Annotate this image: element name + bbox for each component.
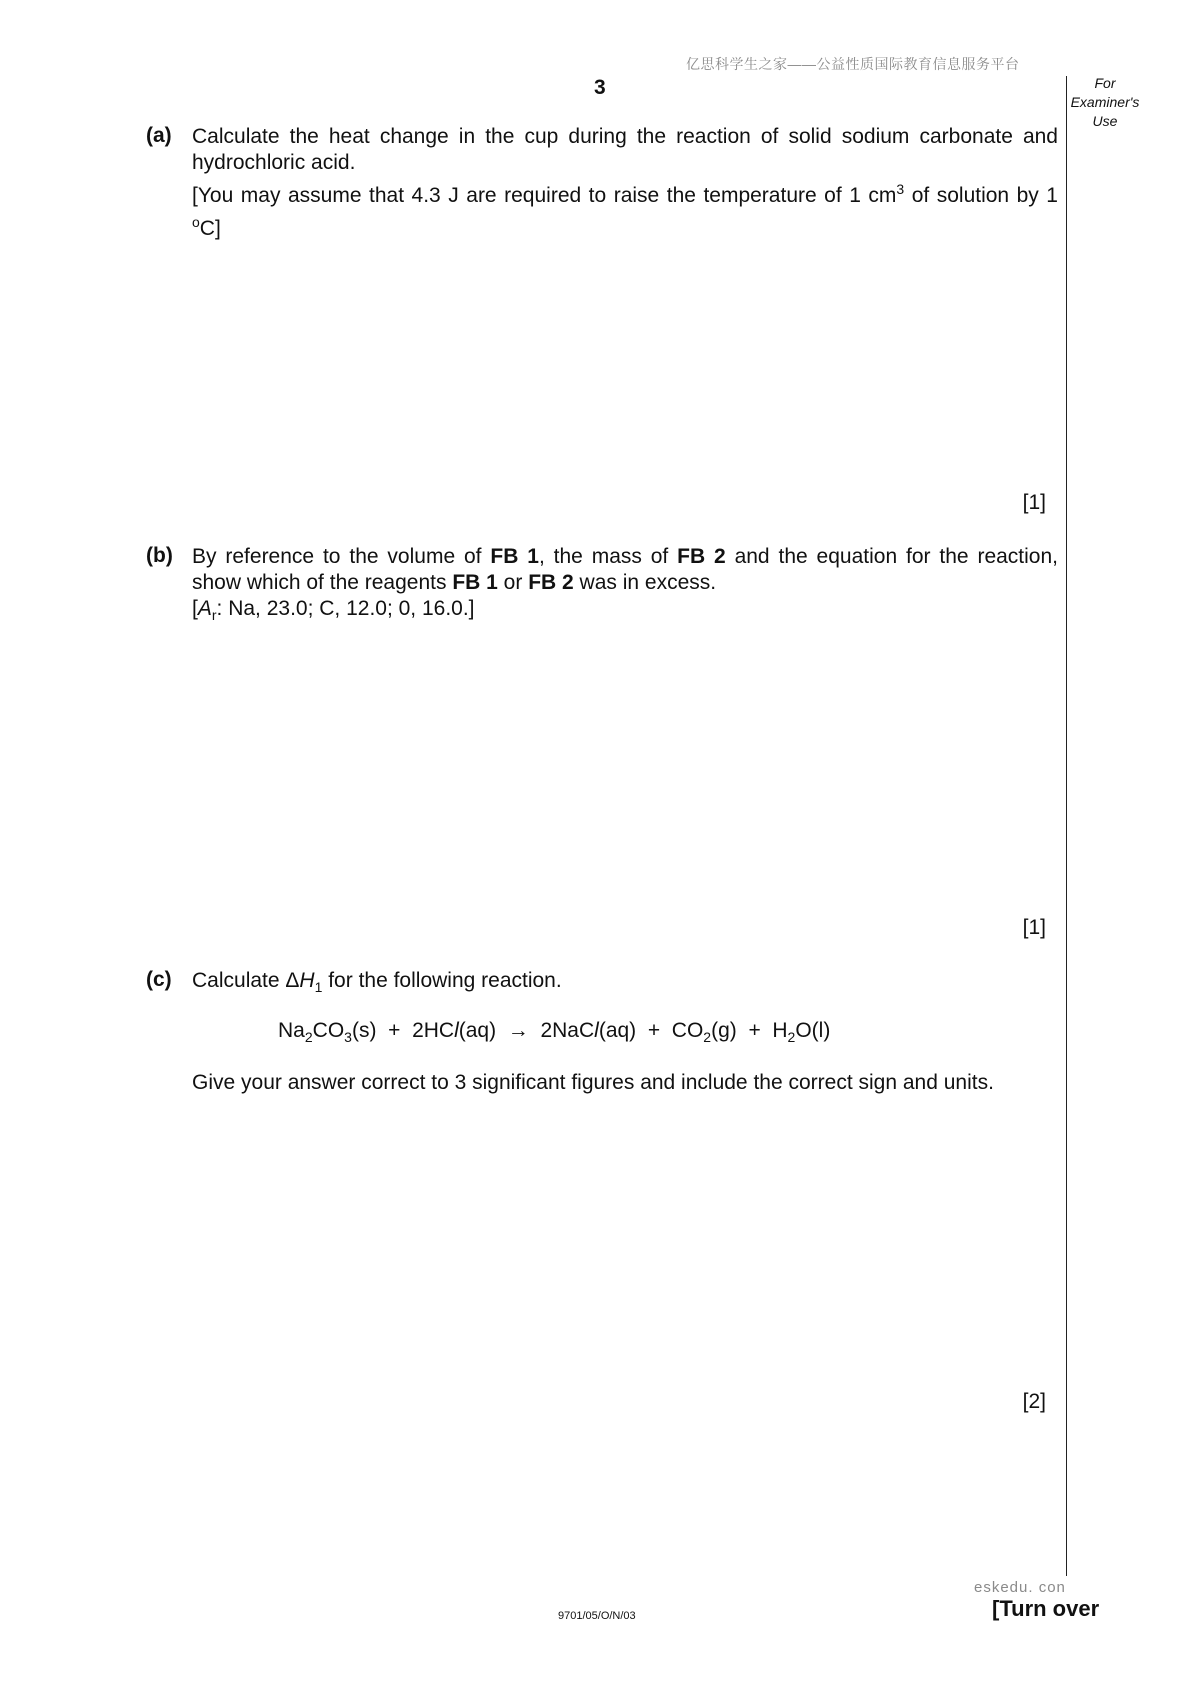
question-a-line2-mid: of solution by 1: [904, 184, 1058, 207]
eq-sub: 2: [703, 1029, 712, 1046]
question-a-line2-prefix: [You may assume that 4.3 J are required to raise the temperature of 1 cm: [192, 184, 897, 207]
question-c-instruction: Give your answer correct to 3 significant figures and include the correct sign and units.: [192, 1071, 994, 1094]
eq-plus: +: [748, 1019, 761, 1042]
eq-part: (aq): [458, 1019, 497, 1042]
eq-part: (aq): [598, 1019, 637, 1042]
question-a-line2: [192, 176, 1058, 242]
watermark-text: 亿思科学生之家——公益性质国际教育信息服务平台: [686, 56, 1020, 72]
eq-part: l: [454, 1019, 459, 1042]
delta-symbol: Δ: [285, 969, 300, 992]
examiner-margin-line: [1066, 76, 1067, 1576]
paper-code: 9701/05/O/N/03: [558, 1610, 636, 1622]
examiner-use-line: Examiner's: [1070, 94, 1140, 110]
eq-part: Na: [278, 1019, 305, 1042]
ar-symbol: A: [197, 597, 212, 620]
bracket: [: [192, 597, 198, 620]
degree-symbol: o: [192, 214, 200, 230]
eq-part: 2HC: [412, 1019, 455, 1042]
text-span: Calculate: [192, 969, 286, 992]
reagent-fb1: FB 1: [490, 545, 539, 568]
page-number: 3: [594, 76, 606, 99]
turn-over-label: [Turn over: [992, 1596, 1100, 1621]
eq-part: CO: [312, 1019, 345, 1042]
ar-subscript: r: [211, 607, 217, 624]
examiner-use-label: [1060, 74, 1150, 131]
question-a-line1: Calculate the heat change in the cup during the reaction of solid sodium carbonate and hydrochloric acid.: [192, 125, 1058, 174]
examiner-use-line: For: [1094, 75, 1116, 91]
eq-part: 2NaC: [540, 1019, 595, 1042]
site-watermark: eskedu. con: [974, 1579, 1066, 1596]
enthalpy-subscript: 1: [314, 979, 323, 996]
question-c-intro: [192, 968, 1058, 1000]
ar-values: : Na, 23.0; C, 12.0; 0, 16.0.]: [216, 597, 475, 620]
text-span: or: [497, 571, 529, 594]
eq-part: (g): [711, 1019, 737, 1042]
enthalpy-symbol: H: [299, 969, 315, 992]
eq-part: H: [772, 1019, 788, 1042]
question-a-line2-end: C]: [199, 217, 221, 240]
question-c-mark: [2]: [1022, 1390, 1046, 1413]
examiner-use-line: Use: [1092, 113, 1118, 129]
reagent-fb2: FB 2: [677, 545, 726, 568]
text-span: was in excess.: [573, 571, 717, 594]
question-b-text: [192, 544, 1058, 628]
reaction-arrow-icon: →: [507, 1019, 529, 1042]
text-span: for the following reaction.: [322, 969, 562, 992]
eq-part: O(l): [795, 1019, 831, 1042]
eq-part: l: [594, 1019, 599, 1042]
reaction-equation: [278, 1019, 830, 1045]
eq-plus: +: [647, 1019, 661, 1042]
reagent-fb2: FB 2: [528, 571, 574, 594]
relative-atomic-mass-line: [192, 596, 1058, 628]
question-a-label: (a): [146, 124, 172, 147]
question-a-text: [192, 124, 1058, 242]
eq-sub: 3: [344, 1029, 352, 1046]
eq-sub: 2: [787, 1029, 796, 1046]
question-c-label: (c): [146, 968, 172, 991]
superscript-3: 3: [896, 181, 905, 197]
eq-sub: 2: [304, 1029, 313, 1046]
question-b-mark: [1]: [1022, 916, 1046, 939]
reagent-fb1: FB 1: [452, 571, 498, 594]
text-span: , the mass of: [538, 545, 678, 568]
question-b-label: (b): [146, 544, 173, 567]
eq-part: CO: [671, 1019, 704, 1042]
eq-plus: +: [388, 1019, 401, 1042]
text-span: and the equation for the reaction, show which of the reagents: [192, 545, 1058, 594]
question-a-mark: [1]: [1022, 491, 1046, 514]
text-span: By reference to the volume of: [192, 545, 491, 568]
eq-part: (s): [351, 1019, 377, 1042]
question-b-para: [192, 544, 1058, 596]
